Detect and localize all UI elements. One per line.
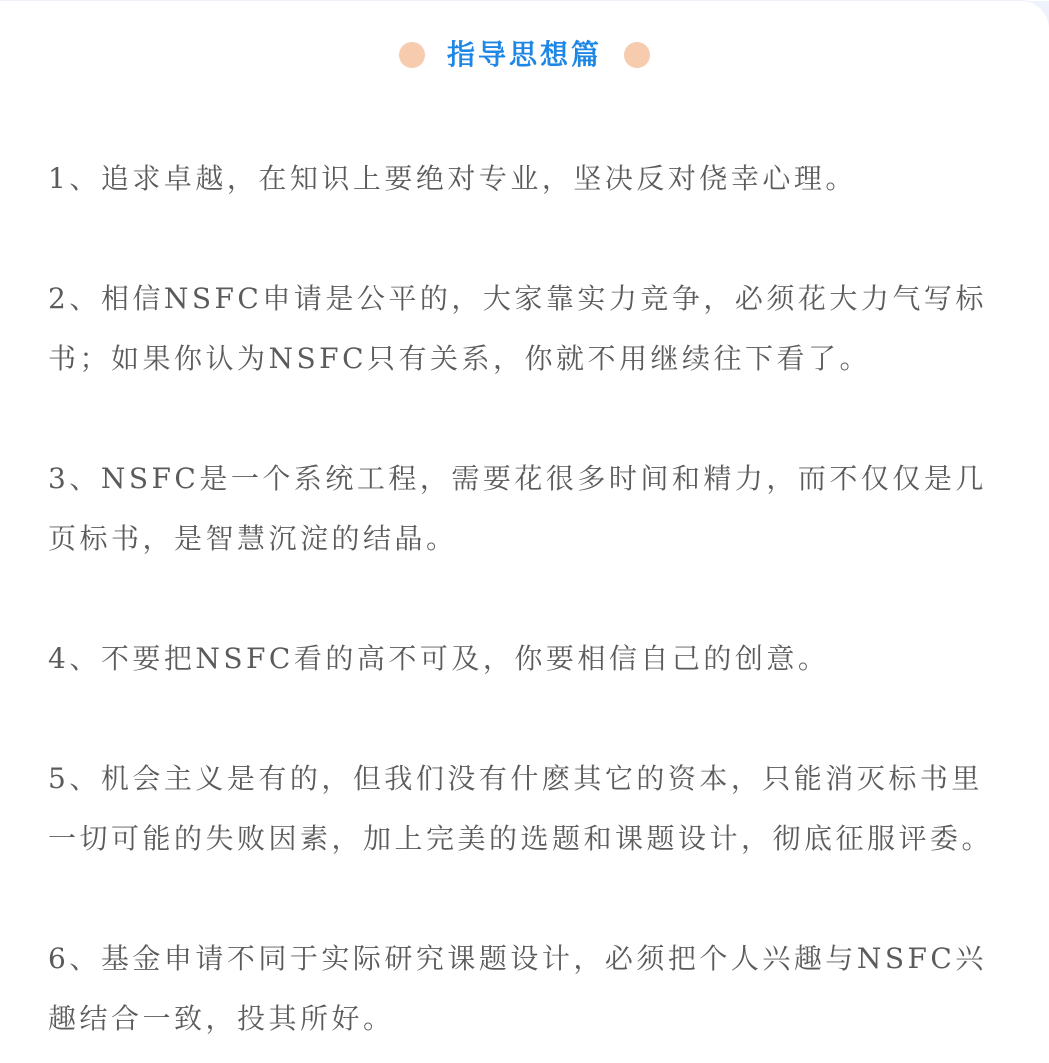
- heading-title: 指导思想篇: [446, 38, 602, 71]
- paragraph-3: 3、NSFC是一个系统工程，需要花很多时间和精力，而不仅仅是几页标书，是智慧沉淀的结晶。: [48, 462, 987, 555]
- paragraph-1: 1、追求卓越，在知识上要绝对专业，坚决反对侥幸心理。: [48, 162, 857, 195]
- card-corner: [1019, 1, 1049, 31]
- paragraph-6: 6、基金申请不同于实际研究课题设计，必须把个人兴趣与NSFC兴趣结合一致，投其所好。: [48, 942, 987, 1035]
- right-dot-icon: [624, 42, 650, 68]
- paragraph-4: 4、不要把NSFC看的高不可及，你要相信自己的创意。: [48, 642, 830, 675]
- card-corner-inner: [1019, 1, 1049, 31]
- left-dot-icon: [399, 42, 425, 68]
- section-heading: [0, 31, 1049, 79]
- paragraph-5: 5、机会主义是有的，但我们没有什麽其它的资本，只能消灭标书里一切可能的失败因素，加上完美的选题和课题设计，彻底征服评委。: [48, 762, 994, 855]
- paragraph-2: 2、相信NSFC申请是公平的，大家靠实力竞争，必须花大力气写标书；如果你认为NSFC只有关系，你就不用继续往下看了。: [48, 282, 987, 375]
- article-content: [48, 149, 1008, 1049]
